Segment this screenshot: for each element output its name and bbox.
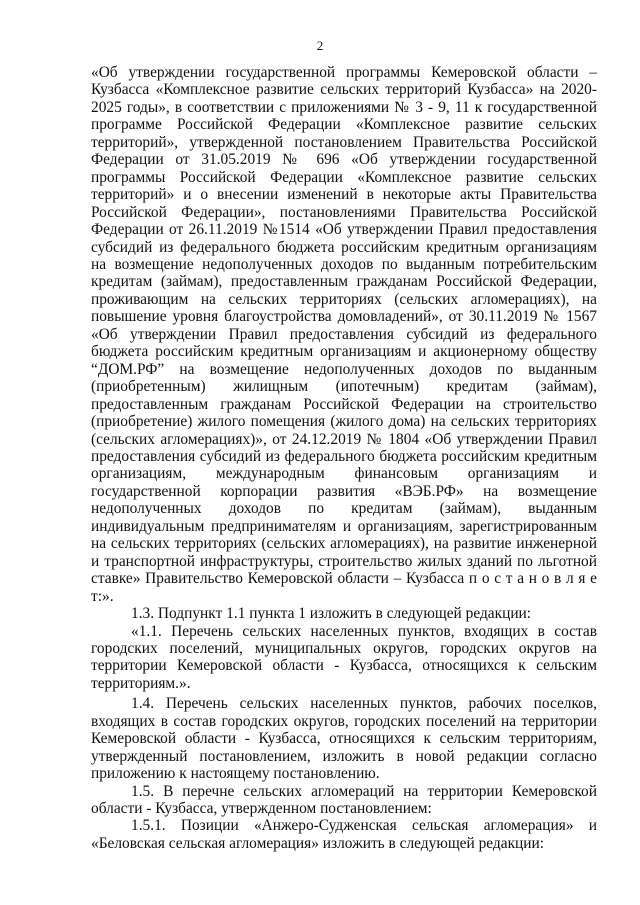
paragraph-1-3: 1.3. Подпункт 1.1 пункта 1 изложить в следующей редакции:: [131, 605, 532, 623]
document-body: [91, 64, 597, 852]
page-number: 2: [316, 38, 324, 53]
intro-paragraph: «Об утверждении государственной программы Кемеровской области – Кузбасса «Комплексное развитие сельских территорий Кузбасса» на 2020-2025 годы», в соответствии с приложениями № 3 - 9, 11 к государственной программе Российской Федерации «Комплексное развитие сельских территорий», утвержденной постановлением Правительства Российской Федерации от 31.05.2019 № 696 «Об утверждении государственной программы Российской Федерации «Комплексное развитие сельских территорий» и о внесении изменений в некоторые акты Правительства Российской Федерации», постановлениями Правительства Российской Федерации от 26.11.2019 №1514 «Об утверждении Правил предоставления субсидий из федерального бюджета российским кредитным организациям на возмещение недополученных доходов по выданным потребительским кредитам (займам), предоставленным гражданам Российской Федерации, проживающим на сельских территориях (сельских агломерациях), на повышение уровня благоустройства домовладений», от 30.11.2019 № 1567 «Об утверждении Правил предоставления субсидий из федерального бюджета российским кредитным организациям и акционерному обществу “ДОМ.РФ” на возмещение недополученных доходов по выданным (приобретенным) жилищным (ипотечным) кредитам (займам), предоставленным гражданам Российской Федерации на строительство (приобретение) жилого помещения (жилого дома) на сельских территориях (сельских агломерациях)», от 24.12.2019 № 1804 «Об утверждении Правил предоставления субсидий из федерального бюджета российским кредитным организациям, международным финансовым организациям и государственной корпорации развития «ВЭБ.РФ» на возмещение недополученных доходов по кредитам (займам), выданным индивидуальным предпринимателям и организациям, зарегистрированным на сельских территориях (сельских агломерациях), на развитие инженерной и транспортной инфраструктуры, строительство жилых зданий по льготной ставке» Правительство Кемеровской области – Кузбасса п о с т а н о в л я е т:».: [91, 64, 597, 605]
paragraph-1-4: 1.4. Перечень сельских населенных пунктов, рабочих поселков, входящих в состав городских округов, городских поселений на территории Кемеровской области - Кузбасса, относящихся к сельским территориям, утвержденный постановлением, изложить в новой редакции согласно приложению к настоящему постановлению.: [91, 695, 597, 783]
paragraph-1-1-quote: «1.1. Перечень сельских населенных пунктов, входящих в состав городских поселений, муниципальных округов, городских округов на территории Кемеровской области - Кузбасса, относящихся к сельским территориям.».: [91, 622, 597, 692]
paragraph-1-5: 1.5. В перечне сельских агломераций на территории Кемеровской области - Кузбасса, утвержденном постановлением:: [91, 782, 597, 818]
paragraph-1-5-1: 1.5.1. Позиции «Анжеро-Судженская сельская агломерация» и «Беловская сельская агломерация» изложить в следующей редакции:: [91, 817, 597, 852]
